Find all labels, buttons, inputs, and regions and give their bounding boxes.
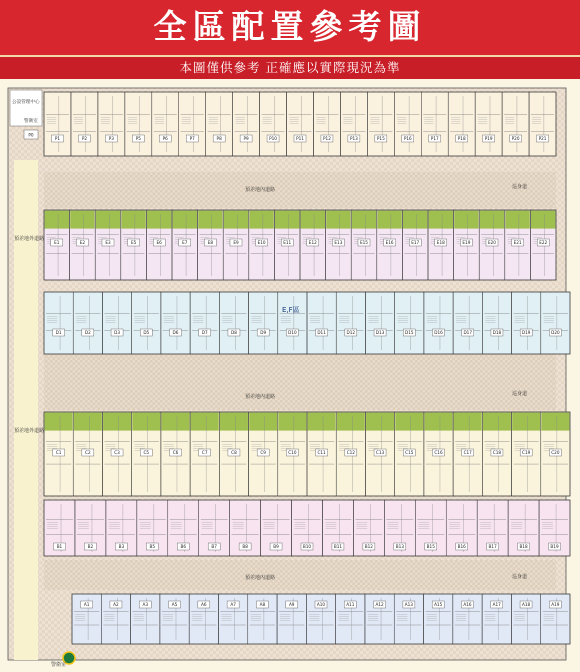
lawn [278,413,306,431]
unit-label: P3 [108,136,114,141]
lawn [249,413,277,431]
unit-label: P11 [296,136,304,141]
unit-label: D19 [521,330,531,335]
unit-label: A2 [113,602,119,607]
unit-label: C17 [463,450,472,455]
unit-label: A13 [404,602,413,607]
road-3 [44,560,556,590]
row-a [72,594,570,644]
unit-label: D1 [55,330,62,335]
right-path-label-3: 巡身道 [512,574,528,580]
unit-label: C13 [375,450,385,455]
unit-label: P7 [189,136,195,141]
unit-label: E9 [233,240,239,245]
lawn [249,211,273,229]
unit-label: E6 [156,240,162,245]
lawn [132,413,160,431]
lawn [121,211,145,229]
unit-label: C7 [201,450,208,455]
unit-label: P1 [54,136,61,141]
lawn [161,413,189,431]
unit-label: C5 [143,450,150,455]
unit-label: P17 [430,136,439,141]
right-path-label-1: 巡身道 [512,184,528,190]
unit-label: B3 [118,544,125,549]
lawn [198,211,222,229]
unit-label: D17 [463,330,473,335]
unit-label: B17 [488,544,497,549]
right-path-label-2: 巡身道 [512,391,528,397]
unit-label: C12 [346,450,355,455]
lawn [70,211,94,229]
left-road-label-1: 預差地外道路 [14,236,45,242]
lawn [424,413,452,431]
lawn [220,413,248,431]
unit-label: E21 [513,240,522,245]
header-banner [0,0,580,55]
unit-label: D7 [201,330,208,335]
unit-label: D2 [84,330,91,335]
unit-label: P12 [323,136,331,141]
unit-label: B9 [273,544,279,549]
unit-label: B13 [395,544,404,549]
lawn [337,413,365,431]
unit-label: D8 [230,330,237,335]
unit-label: C1 [55,450,62,455]
unit-label: P19 [484,136,493,141]
lawn [541,413,569,431]
unit-label: B1 [56,544,63,549]
unit-label: B18 [519,544,528,549]
lawn [454,413,482,431]
unit-label: D18 [492,330,502,335]
unit-label: D6 [172,330,179,335]
unit-label: C15 [405,450,414,455]
unit-label: P8 [216,136,222,141]
guard-label-top: 警衛室 [24,119,38,124]
road-1 [44,172,556,208]
unit-label: C20 [551,450,560,455]
unit-label: E15 [360,240,368,245]
unit-label: E3 [105,240,111,245]
unit-label: D16 [434,330,443,335]
unit-label: A11 [346,602,355,607]
unit-label: A3 [142,602,149,607]
unit-label: C19 [522,450,531,455]
unit-label: C10 [288,450,297,455]
unit-label: A6 [201,602,207,607]
unit-label: P15 [376,136,385,141]
unit-label: C11 [317,450,326,455]
unit-label: B2 [87,544,94,549]
unit-label: E12 [308,240,317,245]
lawn [103,413,131,431]
unit-label: P18 [457,136,466,141]
disclaimer-text: 本圖僅供參考 正確應以實際現況為準 [179,60,401,75]
lawn [96,211,120,229]
lawn [191,413,219,431]
unit-label: P13 [349,136,358,141]
unit-label: C16 [434,450,443,455]
lawn [429,211,453,229]
unit-label: B7 [211,544,217,549]
inner-road-label-1: 預差地內道路 [245,187,276,193]
lawn [326,211,350,229]
unit-label: A9 [288,602,295,607]
unit-label: E13 [334,240,343,245]
p0-label: P0 [28,132,34,138]
unit-label: D3 [114,330,121,335]
gate-label: 警衛室 [51,662,67,668]
lawn [366,413,394,431]
unit-label: E11 [283,240,292,245]
ef-zone-mark: E,F區 [282,306,300,314]
unit-label: D12 [346,330,356,335]
unit-label: P20 [511,136,520,141]
page-title: 全區配置參考圖 [153,7,427,46]
unit-label: D15 [404,330,414,335]
unit-label: A19 [551,602,560,607]
road-2 [44,354,556,410]
inner-road-label-3: 預差地內道路 [245,575,276,581]
unit-label: E5 [130,240,137,245]
lawn [308,413,336,431]
unit-label: E20 [488,240,496,245]
unit-label: B10 [302,544,312,549]
unit-label: A7 [230,602,236,607]
inner-road-label-2: 預差地內道路 [245,394,276,400]
unit-label: D20 [551,330,560,335]
lawn [403,211,427,229]
unit-label: E16 [385,240,394,245]
unit-label: D9 [260,330,267,335]
unit-label: D11 [317,330,326,335]
unit-label: B6 [180,544,187,549]
lawn [45,211,69,229]
unit-label: E8 [207,240,214,245]
unit-label: E7 [182,240,188,245]
lawn [147,211,171,229]
unit-label: E22 [539,240,548,245]
unit-label: B16 [457,544,466,549]
row-c [44,412,570,496]
unit-label: D10 [288,330,297,335]
unit-label: B8 [242,544,248,549]
unit-label: P21 [538,136,547,141]
unit-label: A5 [171,602,178,607]
lawn [173,211,197,229]
lawn [505,211,529,229]
row-e [44,210,556,280]
lawn [512,413,540,431]
unit-label: A16 [463,602,472,607]
unit-label: E18 [436,240,445,245]
unit-label: B5 [149,544,156,549]
unit-label: D5 [143,330,150,335]
row-f [44,92,556,156]
unit-label: A18 [521,602,531,607]
subtitle-bar [0,55,580,79]
unit-label: P5 [135,136,141,141]
unit-label: E10 [257,240,266,245]
lawn [224,211,248,229]
lawn [301,211,325,229]
unit-label: A12 [375,602,384,607]
left-road-label-2: 預差地外道路 [14,428,45,434]
lawn [377,211,401,229]
row-b [44,500,570,556]
management-building-label: 公設管理中心 [12,100,40,105]
lawn [275,211,299,229]
lawn [531,211,555,229]
unit-label: E2 [79,240,86,245]
unit-label: B12 [364,544,373,549]
unit-label: A10 [316,602,326,607]
unit-label: P16 [403,136,412,141]
unit-label: P2 [81,136,88,141]
unit-label: C18 [492,450,502,455]
row-f-band [44,92,556,156]
unit-label: B11 [333,544,343,549]
unit-label: E19 [462,240,471,245]
unit-label: E17 [411,240,420,245]
unit-label: P6 [162,136,168,141]
row-d [44,292,570,354]
unit-label: A8 [259,602,266,607]
unit-label: C6 [172,450,179,455]
unit-label: C9 [260,450,266,455]
lawn [483,413,511,431]
unit-label: B15 [426,544,435,549]
unit-label: A1 [83,602,90,607]
unit-label: D13 [375,330,385,335]
lawn [74,413,102,431]
lawn [45,413,73,431]
lawn [395,413,423,431]
site-plan-map [0,80,580,672]
lawn [480,211,504,229]
left-outer-road [14,160,38,660]
unit-label: P9 [243,136,249,141]
unit-label: C3 [114,450,120,455]
unit-label: P10 [269,136,277,141]
lawn [454,211,478,229]
unit-label: B19 [550,544,559,549]
unit-label: A17 [492,602,501,607]
unit-label: C2 [85,450,91,455]
unit-label: E1 [54,240,60,245]
lawn [352,211,376,229]
unit-label: C8 [231,450,237,455]
unit-label: A15 [434,602,443,607]
